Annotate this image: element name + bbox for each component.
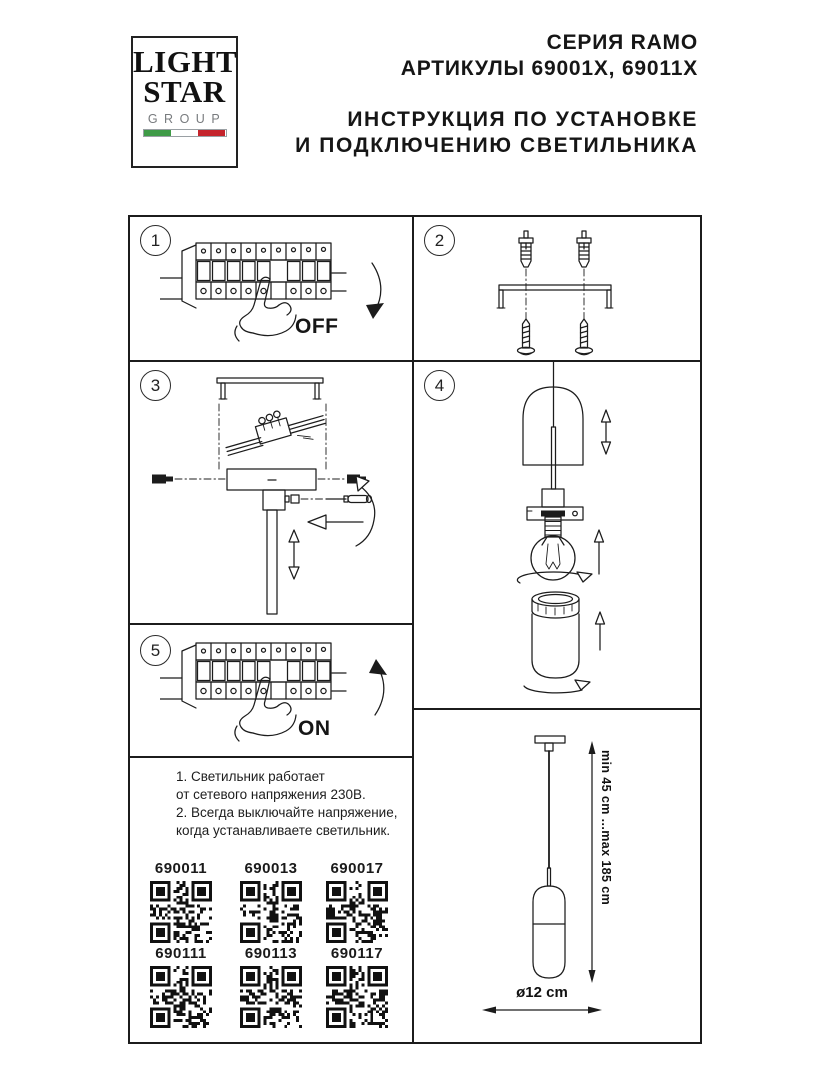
qr-item [240, 860, 302, 943]
qr-article-label: 690011 [154, 860, 208, 877]
qr-item [150, 945, 212, 1028]
height-range-label: min 45 cm ...max 185 cm [599, 750, 613, 906]
italian-flag-stripe [143, 129, 227, 137]
off-label: OFF [295, 315, 339, 338]
anchor-bracket-drawing [414, 217, 700, 362]
header-titles [228, 30, 698, 159]
safety-notes [176, 768, 406, 840]
notes-panel [130, 758, 414, 1042]
note-line-4: когда устанавливаете светильник. [176, 823, 391, 838]
canopy-mounting-drawing [130, 362, 414, 625]
note-line-1: 1. Светильник работает [176, 769, 325, 784]
instruction-title-line2: И ПОДКЛЮЧЕНИЮ СВЕТИЛЬНИКА [295, 134, 698, 157]
step-2-number: 2 [424, 225, 455, 256]
breaker-off-drawing [160, 233, 410, 355]
series-title: СЕРИЯ RAMO [546, 31, 698, 54]
qr-code [240, 881, 302, 943]
dimensions-panel [414, 710, 700, 1042]
flag-white [171, 130, 198, 136]
note-line-2: от сетевого напряжения 230В. [176, 787, 366, 802]
on-label: ON [298, 717, 331, 740]
step-3-number: 3 [140, 370, 171, 401]
step-4-number: 4 [424, 370, 455, 401]
step-1-panel [130, 217, 414, 362]
articles-title: АРТИКУЛЫ 69001X, 69011X [400, 57, 698, 80]
step-2-panel [414, 217, 700, 362]
step-3-panel [130, 362, 414, 625]
step-5-number: 5 [140, 635, 171, 666]
qr-code [326, 881, 388, 943]
diameter-label: ø12 cm [516, 984, 568, 1001]
instruction-grid [128, 215, 702, 1044]
note-line-3: 2. Всегда выключайте напряжение, [176, 805, 398, 820]
qr-article-label: 690017 [330, 860, 384, 877]
flag-red [198, 130, 225, 136]
qr-code [240, 966, 302, 1028]
qr-article-label: 690117 [330, 945, 384, 962]
breaker-on-drawing [160, 633, 410, 755]
qr-item [326, 945, 388, 1028]
qr-article-label: 690013 [244, 860, 298, 877]
step-1-number: 1 [140, 225, 171, 256]
qr-code [150, 881, 212, 943]
lamp-assembly-drawing [414, 362, 700, 710]
logo-word-light: LIGHT [133, 44, 238, 79]
flag-green [144, 130, 171, 136]
qr-code [150, 966, 212, 1028]
logo-word-star: STAR [143, 74, 226, 110]
instruction-title-line1: ИНСТРУКЦИЯ ПО УСТАНОВКЕ [347, 108, 698, 131]
qr-item [240, 945, 302, 1028]
qr-article-label: 690111 [155, 945, 207, 962]
qr-item [326, 860, 388, 943]
lightstar-logo [131, 36, 238, 168]
instruction-title [228, 107, 698, 159]
step-4-panel [414, 362, 700, 710]
qr-item [150, 860, 212, 943]
step-5-panel [130, 625, 414, 758]
logo-word-group: GROUP [147, 111, 227, 126]
qr-article-label: 690113 [244, 945, 298, 962]
qr-code [326, 966, 388, 1028]
